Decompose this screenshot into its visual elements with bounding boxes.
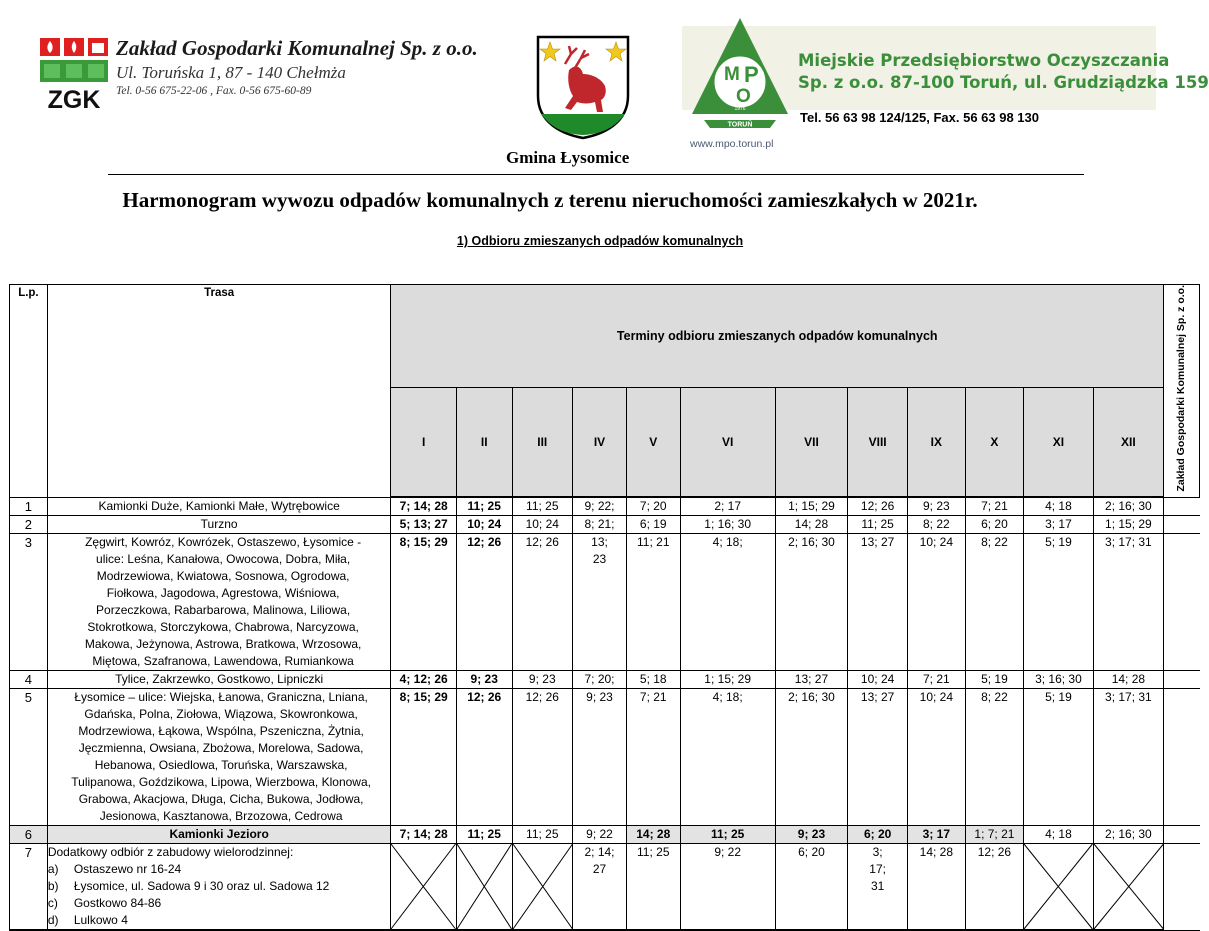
row-number: 4: [10, 671, 48, 689]
date-cell: 8; 22: [965, 534, 1024, 671]
route-cell: Kamionki Jezioro: [47, 826, 391, 844]
date-cell: 4; 18;: [680, 689, 775, 826]
date-cell: 9; 22: [680, 844, 775, 931]
date-cell: 11; 25: [512, 826, 573, 844]
month-header: XII: [1093, 388, 1163, 497]
date-cell: 4; 12; 26: [391, 671, 457, 689]
date-cell: 4; 18: [1024, 497, 1093, 516]
month-header: II: [456, 388, 512, 497]
route-cell: Tylice, Zakrzewko, Gostkowo, Lipniczki: [47, 671, 391, 689]
zgk-company-name: Zakład Gospodarki Komunalnej Sp. z o.o.: [116, 36, 478, 60]
zgk-phone: Tel. 0-56 675-22-06 , Fax. 0-56 675-60-89: [116, 85, 312, 97]
date-cell: 11; 21: [626, 534, 680, 671]
table-row: [10, 497, 1200, 516]
date-cell: 3; 17: [1024, 516, 1093, 534]
month-header: VI: [680, 388, 775, 497]
date-cell: 10; 24: [512, 516, 573, 534]
date-cell: 2; 16; 30: [775, 689, 847, 826]
mpo-phone: Tel. 56 63 98 124/125, Fax. 56 63 98 130: [800, 110, 1040, 125]
list-item: d) Lulkowo 4: [47, 913, 128, 928]
date-cell: 9; 22: [573, 826, 627, 844]
date-cell: 11; 25: [456, 826, 512, 844]
list-item: b) Łysomice, ul. Sadowa 9 i 30 oraz ul. Sadowa 12: [47, 879, 330, 894]
date-cell: 10; 24: [908, 534, 966, 671]
route-cell: Łysomice – ulice: Wiejska, Łanowa, Graniczna, Lniana, Gdańska, Polna, Ziołowa, Wiązowa, Skowronkowa, Modrzewiowa, Łąkowa, Wspólna, Pszeniczna, Żytnia, Jęczmienna, Owsiana, Zbożowa, Morelowa, Sadowa, Hebanowa, Osiedlowa, Toruńska, Warszawska, Tulipanowa, Goździkowa, Lipowa, Wierzbowa, Klonowa, Grabowa, Akacjowa, Długa, Cicha, Bukowa, Jodłowa, Jesionowa, Kasztanowa, Brzozowa, Cedrowa: [47, 689, 391, 826]
table-row: [10, 534, 1200, 671]
date-cell: 8; 21;: [573, 516, 627, 534]
page-title: Harmonogram wywozu odpadów komunalnych z terenu nieruchomości zamieszkałych w 2021r.: [122, 188, 978, 212]
date-cell: 1; 15; 29: [775, 497, 847, 516]
date-cell: 7; 20;: [573, 671, 627, 689]
date-cell: 4; 18;: [680, 534, 775, 671]
mpo-logo-letter-m: M: [724, 64, 740, 85]
zgk-logo: [38, 34, 110, 114]
route-cell: Kamionki Duże, Kamionki Małe, Wytrębowice: [47, 497, 391, 516]
date-cell: 14; 28: [908, 844, 966, 931]
date-cell: 9; 23: [456, 671, 512, 689]
month-header: XI: [1024, 388, 1093, 497]
date-cell: 13; 27: [848, 534, 908, 671]
date-cell: 13; 27: [775, 671, 847, 689]
date-cell: 3; 17; 31: [1093, 534, 1163, 671]
date-cell: 6; 20: [775, 844, 847, 931]
route-cell-extra: [47, 844, 391, 931]
mpo-name-line1: Miejskie Przedsiębiorstwo Oczyszczania: [798, 51, 1170, 70]
date-cell: 12; 26: [456, 534, 512, 671]
date-cell: 7; 21: [965, 497, 1024, 516]
extra-heading: Dodatkowy odbiór z zabudowy wielorodzinnej:: [47, 845, 294, 860]
date-cell: 9; 23: [573, 689, 627, 826]
route-cell: Zęgwirt, Kowróz, Kowrózek, Ostaszewo, Łysomice - ulice: Leśna, Kanałowa, Owocowa, Dobra, Miła, Modrzewiowa, Kwiatowa, Sosnowa, Ogrodowa, Fiołkowa, Jagodowa, Agrestowa, Wiśniowa, Porzeczkowa, Rabarbarowa, Malinowa, Liliowa, Stokrotkowa, Storczykowa, Chabrowa, Narcyzowa, Makowa, Jeżynowa, Astrowa, Bratkowa, Wrzosowa, Miętowa, Szafranowa, Lawendowa, Rumiankowa: [47, 534, 391, 671]
table-row: [10, 689, 1200, 826]
date-cell: 12; 26: [965, 844, 1024, 931]
mpo-company-name: [798, 50, 1209, 94]
date-cell: 11; 25: [626, 844, 680, 931]
date-cell: 3; 17: [908, 826, 966, 844]
date-cell: 14; 28: [775, 516, 847, 534]
date-cell: 11; 25: [512, 497, 573, 516]
crossed-out-cell: [1093, 844, 1163, 931]
date-cell: 12; 26: [512, 534, 573, 671]
date-cell: 4; 18: [1024, 826, 1093, 844]
mpo-logo-year: 1976: [734, 106, 746, 112]
col-header-trasa: Trasa: [47, 285, 391, 498]
date-cell: 2; 14; 27: [573, 844, 627, 931]
date-cell: 13; 23: [573, 534, 627, 671]
zgk-address: Ul. Toruńska 1, 87 - 140 Chełmża: [116, 63, 346, 82]
mpo-logo-letter-p: P: [744, 62, 759, 87]
row-number: 1: [10, 497, 48, 516]
mpo-name-line2: Sp. z o.o. 87-100 Toruń, ul. Grudziądzka 159: [798, 73, 1209, 92]
table-row: [10, 844, 1200, 931]
zgk-logo-text: ZGK: [47, 86, 101, 114]
col-header-lp: L.p.: [10, 285, 48, 498]
date-cell: 2; 17: [680, 497, 775, 516]
date-cell: 8; 15; 29: [391, 689, 457, 826]
date-cell: 3; 17; 31: [848, 844, 908, 931]
crossed-out-cell: [1024, 844, 1093, 931]
date-cell: 1; 15; 29: [1093, 516, 1163, 534]
table-row: [10, 516, 1200, 534]
date-cell: 5; 19: [1024, 689, 1093, 826]
date-cell: 13; 27: [848, 689, 908, 826]
date-cell: 6; 20: [848, 826, 908, 844]
date-cell: 2; 16; 30: [1093, 826, 1163, 844]
date-cell: 14; 28: [626, 826, 680, 844]
date-cell: 12; 26: [512, 689, 573, 826]
col-header-terms: Terminy odbioru zmieszanych odpadów komunalnych: [391, 285, 1164, 388]
list-item: a) Ostaszewo nr 16-24: [47, 862, 182, 877]
mpo-logo: [688, 16, 792, 134]
zgk-info: [116, 36, 478, 97]
mpo-logo-letter-o: O: [736, 86, 751, 107]
date-cell: 5; 13; 27: [391, 516, 457, 534]
date-cell: 10; 24: [848, 671, 908, 689]
month-header: X: [965, 388, 1024, 497]
row-number: 3: [10, 534, 48, 671]
date-cell: 1; 15; 29: [680, 671, 775, 689]
date-cell: 2; 16; 30: [775, 534, 847, 671]
date-cell: 5; 19: [1024, 534, 1093, 671]
month-header: III: [512, 388, 573, 497]
date-cell: 12; 26: [456, 689, 512, 826]
date-cell: 8; 22: [908, 516, 966, 534]
row-number: 2: [10, 516, 48, 534]
schedule-table: [9, 284, 1200, 931]
month-header: VIII: [848, 388, 908, 497]
route-cell: Turzno: [47, 516, 391, 534]
date-cell: 6; 20: [965, 516, 1024, 534]
month-header: IX: [908, 388, 966, 497]
date-cell: 9; 22;: [573, 497, 627, 516]
crossed-out-cell: [456, 844, 512, 931]
list-item: c) Gostkowo 84-86: [47, 896, 162, 911]
date-cell: 14; 28: [1093, 671, 1163, 689]
date-cell: 6; 19: [626, 516, 680, 534]
month-header: IV: [573, 388, 627, 497]
row-number: 7: [10, 844, 48, 931]
gmina-crest-icon: [535, 34, 631, 140]
table-row: [10, 671, 1200, 689]
date-cell: 7; 20: [626, 497, 680, 516]
date-cell: 5; 18: [626, 671, 680, 689]
side-label-cell: [1164, 285, 1200, 498]
date-cell: 11; 25: [680, 826, 775, 844]
mpo-logo-city: TORUŃ: [727, 121, 753, 129]
date-cell: 12; 26: [848, 497, 908, 516]
date-cell: 11; 25: [456, 497, 512, 516]
date-cell: 7; 14; 28: [391, 497, 457, 516]
date-cell: 9; 23: [512, 671, 573, 689]
table-row: [10, 826, 1200, 844]
row-number: 6: [10, 826, 48, 844]
crossed-out-cell: [512, 844, 573, 931]
date-cell: 7; 21: [626, 689, 680, 826]
header-divider: [108, 174, 1084, 175]
mpo-website-link[interactable]: www.mpo.torun.pl: [690, 138, 774, 150]
crossed-out-cell: [391, 844, 457, 931]
date-cell: 3; 16; 30: [1024, 671, 1093, 689]
gmina-label: Gmina Łysomice: [506, 148, 630, 167]
month-header: VII: [775, 388, 847, 497]
date-cell: 1; 7; 21: [965, 826, 1024, 844]
date-cell: 7; 14; 28: [391, 826, 457, 844]
date-cell: 7; 21: [908, 671, 966, 689]
date-cell: 2; 16; 30: [1093, 497, 1163, 516]
date-cell: 5; 19: [965, 671, 1024, 689]
date-cell: 3; 17; 31: [1093, 689, 1163, 826]
month-header: I: [391, 388, 457, 497]
month-header: V: [626, 388, 680, 497]
section-subtitle: 1) Odbioru zmieszanych odpadów komunalnych: [456, 234, 744, 248]
date-cell: 1; 16; 30: [680, 516, 775, 534]
date-cell: 8; 22: [965, 689, 1024, 826]
date-cell: 9; 23: [908, 497, 966, 516]
date-cell: 8; 15; 29: [391, 534, 457, 671]
date-cell: 10; 24: [456, 516, 512, 534]
date-cell: 9; 23: [775, 826, 847, 844]
side-label: Zakład Gospodarki Komunalnej Sp. z o.o.: [1175, 285, 1188, 492]
date-cell: 10; 24: [908, 689, 966, 826]
date-cell: 11; 25: [848, 516, 908, 534]
row-number: 5: [10, 689, 48, 826]
